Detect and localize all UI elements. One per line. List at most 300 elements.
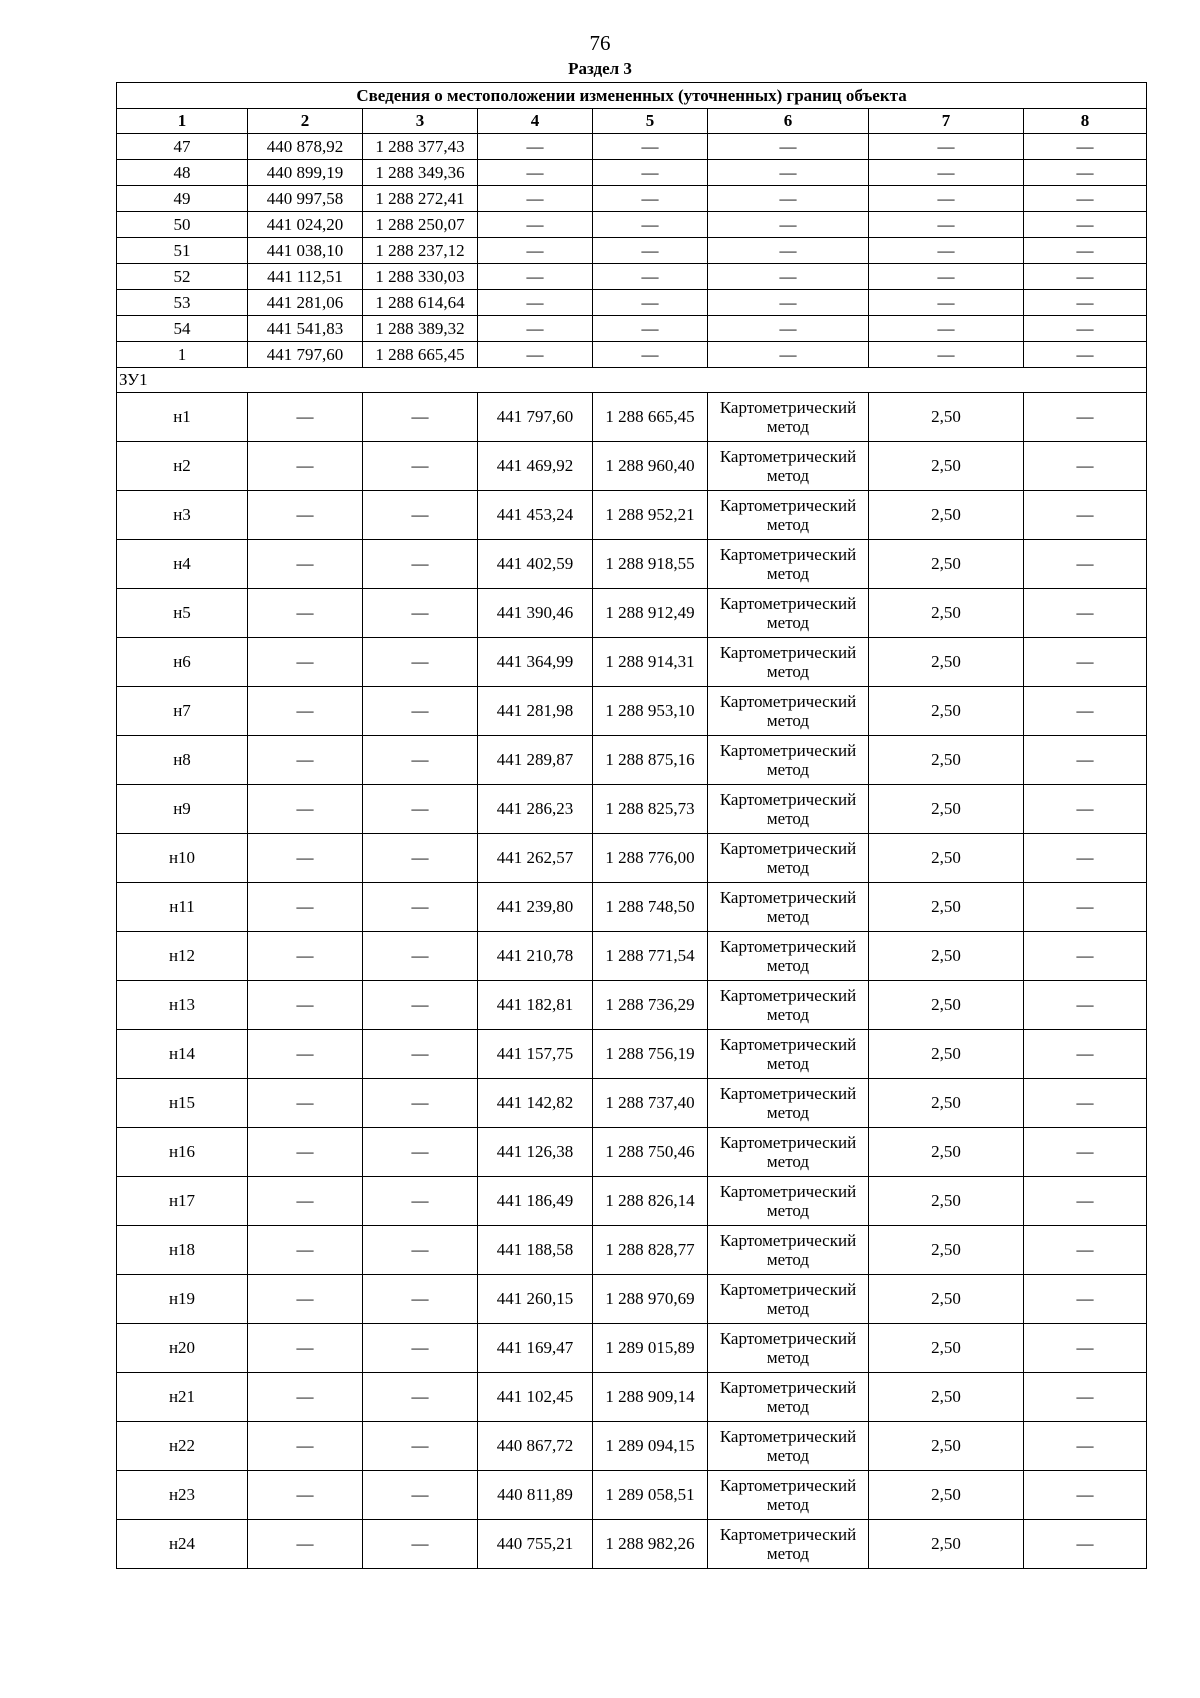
x-new-cell: 441 260,15 [478, 1275, 593, 1324]
point-number-cell: 50 [117, 212, 248, 238]
table-row [117, 1079, 1147, 1128]
y-old-cell: 1 288 389,32 [363, 316, 478, 342]
table-row [117, 442, 1147, 491]
x-new-cell: 441 390,46 [478, 589, 593, 638]
x-new-cell: — [478, 160, 593, 186]
accuracy-cell: 2,50 [869, 442, 1024, 491]
y-old-cell: — [363, 1422, 478, 1471]
point-number-cell: н16 [117, 1128, 248, 1177]
accuracy-cell: 2,50 [869, 1471, 1024, 1520]
x-old-cell: 440 997,58 [248, 186, 363, 212]
y-new-cell: 1 288 970,69 [593, 1275, 708, 1324]
y-new-cell: 1 288 914,31 [593, 638, 708, 687]
x-new-cell: 441 142,82 [478, 1079, 593, 1128]
note-cell: — [1024, 316, 1147, 342]
accuracy-cell: 2,50 [869, 638, 1024, 687]
y-old-cell: — [363, 883, 478, 932]
x-new-cell: — [478, 264, 593, 290]
page-number: 76 [589, 31, 611, 55]
y-old-cell: — [363, 1226, 478, 1275]
note-cell: — [1024, 393, 1147, 442]
y-old-cell: — [363, 932, 478, 981]
y-new-cell: 1 288 826,14 [593, 1177, 708, 1226]
accuracy-cell: — [869, 238, 1024, 264]
method-cell: Картометрический метод [708, 1471, 869, 1520]
y-old-cell: 1 288 665,45 [363, 342, 478, 368]
x-new-cell: 441 453,24 [478, 491, 593, 540]
x-old-cell: — [248, 1226, 363, 1275]
x-old-cell: — [248, 736, 363, 785]
point-number-cell: 51 [117, 238, 248, 264]
y-new-cell: 1 289 094,15 [593, 1422, 708, 1471]
accuracy-cell: 2,50 [869, 736, 1024, 785]
x-new-cell: — [478, 290, 593, 316]
y-new-cell: — [593, 342, 708, 368]
point-number-cell: н14 [117, 1030, 248, 1079]
point-number-cell: 49 [117, 186, 248, 212]
x-old-cell: 441 541,83 [248, 316, 363, 342]
note-cell: — [1024, 160, 1147, 186]
method-cell: Картометрический метод [708, 834, 869, 883]
accuracy-cell: 2,50 [869, 540, 1024, 589]
point-number-cell: н23 [117, 1471, 248, 1520]
point-number-cell: 47 [117, 134, 248, 160]
table-row [117, 212, 1147, 238]
note-cell: — [1024, 1030, 1147, 1079]
point-number-cell: н17 [117, 1177, 248, 1226]
y-old-cell: 1 288 272,41 [363, 186, 478, 212]
method-cell: Картометрический метод [708, 589, 869, 638]
x-old-cell: — [248, 1520, 363, 1569]
column-number: 5 [593, 109, 708, 134]
accuracy-cell: 2,50 [869, 834, 1024, 883]
accuracy-cell: — [869, 264, 1024, 290]
table-row [117, 491, 1147, 540]
note-cell: — [1024, 134, 1147, 160]
x-old-cell: — [248, 1324, 363, 1373]
y-new-cell: 1 288 771,54 [593, 932, 708, 981]
method-cell: Картометрический метод [708, 540, 869, 589]
method-cell: Картометрический метод [708, 393, 869, 442]
method-cell: Картометрический метод [708, 785, 869, 834]
y-old-cell: — [363, 736, 478, 785]
point-number-cell: н5 [117, 589, 248, 638]
accuracy-cell: 2,50 [869, 883, 1024, 932]
x-old-cell: 441 112,51 [248, 264, 363, 290]
x-old-cell: — [248, 589, 363, 638]
method-cell: Картометрический метод [708, 1520, 869, 1569]
table-row [117, 981, 1147, 1030]
x-old-cell: — [248, 540, 363, 589]
table-row [117, 290, 1147, 316]
y-new-cell: 1 288 953,10 [593, 687, 708, 736]
accuracy-cell: — [869, 160, 1024, 186]
note-cell: — [1024, 1275, 1147, 1324]
accuracy-cell: — [869, 342, 1024, 368]
method-cell: Картометрический метод [708, 1177, 869, 1226]
x-old-cell: — [248, 1177, 363, 1226]
table-row [117, 238, 1147, 264]
method-cell: Картометрический метод [708, 1373, 869, 1422]
x-old-cell: — [248, 1471, 363, 1520]
x-old-cell: — [248, 1275, 363, 1324]
table-row [117, 160, 1147, 186]
point-number-cell: н2 [117, 442, 248, 491]
accuracy-cell: 2,50 [869, 1079, 1024, 1128]
method-cell: — [708, 186, 869, 212]
table-row [117, 186, 1147, 212]
method-cell: — [708, 238, 869, 264]
table-row [117, 1128, 1147, 1177]
method-cell: Картометрический метод [708, 981, 869, 1030]
method-cell: Картометрический метод [708, 932, 869, 981]
point-number-cell: 1 [117, 342, 248, 368]
note-cell: — [1024, 589, 1147, 638]
table-caption-row [117, 83, 1147, 109]
accuracy-cell: 2,50 [869, 1128, 1024, 1177]
column-number: 2 [248, 109, 363, 134]
note-cell: — [1024, 1128, 1147, 1177]
x-old-cell: 440 878,92 [248, 134, 363, 160]
table-row [117, 1324, 1147, 1373]
x-new-cell: — [478, 212, 593, 238]
x-old-cell: — [248, 491, 363, 540]
x-new-cell: — [478, 186, 593, 212]
y-new-cell: 1 288 750,46 [593, 1128, 708, 1177]
column-number: 1 [117, 109, 248, 134]
x-old-cell: 440 899,19 [248, 160, 363, 186]
x-old-cell: — [248, 1030, 363, 1079]
group-label: ЗУ1 [117, 368, 1147, 393]
table-row [117, 540, 1147, 589]
x-old-cell: — [248, 1128, 363, 1177]
point-number-cell: н4 [117, 540, 248, 589]
table-row [117, 1177, 1147, 1226]
y-new-cell: 1 288 912,49 [593, 589, 708, 638]
x-new-cell: 441 126,38 [478, 1128, 593, 1177]
table-row [117, 134, 1147, 160]
accuracy-cell: 2,50 [869, 1324, 1024, 1373]
column-number: 4 [478, 109, 593, 134]
point-number-cell: н7 [117, 687, 248, 736]
note-cell: — [1024, 540, 1147, 589]
table-row [117, 589, 1147, 638]
table-row [117, 687, 1147, 736]
method-cell: Картометрический метод [708, 442, 869, 491]
y-old-cell: 1 288 377,43 [363, 134, 478, 160]
x-new-cell: 441 364,99 [478, 638, 593, 687]
note-cell: — [1024, 1177, 1147, 1226]
y-old-cell: — [363, 442, 478, 491]
table-row [117, 1373, 1147, 1422]
method-cell: — [708, 316, 869, 342]
accuracy-cell: 2,50 [869, 687, 1024, 736]
x-new-cell: 440 755,21 [478, 1520, 593, 1569]
y-new-cell: — [593, 186, 708, 212]
accuracy-cell: 2,50 [869, 785, 1024, 834]
note-cell: — [1024, 785, 1147, 834]
accuracy-cell: 2,50 [869, 393, 1024, 442]
point-number-cell: н10 [117, 834, 248, 883]
method-cell: Картометрический метод [708, 491, 869, 540]
y-new-cell: 1 288 748,50 [593, 883, 708, 932]
y-new-cell: — [593, 290, 708, 316]
table-row [117, 1275, 1147, 1324]
x-new-cell: — [478, 342, 593, 368]
x-old-cell: — [248, 1422, 363, 1471]
method-cell: — [708, 290, 869, 316]
method-cell: — [708, 264, 869, 290]
point-number-cell: н8 [117, 736, 248, 785]
y-new-cell: 1 288 756,19 [593, 1030, 708, 1079]
x-new-cell: 441 281,98 [478, 687, 593, 736]
point-number-cell: 54 [117, 316, 248, 342]
boundary-coordinates-table [116, 82, 1147, 1569]
point-number-cell: н24 [117, 1520, 248, 1569]
method-cell: Картометрический метод [708, 736, 869, 785]
note-cell: — [1024, 290, 1147, 316]
note-cell: — [1024, 981, 1147, 1030]
note-cell: — [1024, 491, 1147, 540]
y-new-cell: — [593, 264, 708, 290]
x-new-cell: 441 797,60 [478, 393, 593, 442]
point-number-cell: н18 [117, 1226, 248, 1275]
y-new-cell: 1 288 776,00 [593, 834, 708, 883]
point-number-cell: н19 [117, 1275, 248, 1324]
x-new-cell: 441 262,57 [478, 834, 593, 883]
y-old-cell: — [363, 589, 478, 638]
y-new-cell: — [593, 160, 708, 186]
table-row [117, 342, 1147, 368]
x-old-cell: — [248, 442, 363, 491]
note-cell: — [1024, 638, 1147, 687]
method-cell: Картометрический метод [708, 1422, 869, 1471]
table-row [117, 316, 1147, 342]
accuracy-cell: 2,50 [869, 1373, 1024, 1422]
x-old-cell: 441 797,60 [248, 342, 363, 368]
note-cell: — [1024, 1373, 1147, 1422]
x-new-cell: 441 210,78 [478, 932, 593, 981]
note-cell: — [1024, 932, 1147, 981]
note-cell: — [1024, 834, 1147, 883]
y-old-cell: 1 288 237,12 [363, 238, 478, 264]
table-row [117, 1030, 1147, 1079]
note-cell: — [1024, 1471, 1147, 1520]
x-old-cell: — [248, 981, 363, 1030]
method-cell: Картометрический метод [708, 1079, 869, 1128]
y-old-cell: 1 288 330,03 [363, 264, 478, 290]
accuracy-cell: — [869, 290, 1024, 316]
y-old-cell: 1 288 614,64 [363, 290, 478, 316]
table-row [117, 785, 1147, 834]
table-row [117, 834, 1147, 883]
accuracy-cell: 2,50 [869, 1275, 1024, 1324]
note-cell: — [1024, 1226, 1147, 1275]
method-cell: — [708, 160, 869, 186]
note-cell: — [1024, 736, 1147, 785]
x-old-cell: 441 281,06 [248, 290, 363, 316]
x-new-cell: 441 182,81 [478, 981, 593, 1030]
y-old-cell: — [363, 1471, 478, 1520]
y-old-cell: — [363, 1520, 478, 1569]
table-row [117, 1520, 1147, 1569]
table-row [117, 1226, 1147, 1275]
y-old-cell: — [363, 491, 478, 540]
x-old-cell: — [248, 638, 363, 687]
y-old-cell: — [363, 1128, 478, 1177]
note-cell: — [1024, 1422, 1147, 1471]
method-cell: Картометрический метод [708, 687, 869, 736]
method-cell: — [708, 342, 869, 368]
y-new-cell: 1 288 665,45 [593, 393, 708, 442]
column-number: 8 [1024, 109, 1147, 134]
table-row [117, 393, 1147, 442]
point-number-cell: н1 [117, 393, 248, 442]
method-cell: Картометрический метод [708, 638, 869, 687]
x-new-cell: 440 811,89 [478, 1471, 593, 1520]
point-number-cell: 53 [117, 290, 248, 316]
y-new-cell: 1 288 952,21 [593, 491, 708, 540]
y-old-cell: — [363, 1373, 478, 1422]
note-cell: — [1024, 186, 1147, 212]
table-row [117, 932, 1147, 981]
point-number-cell: 52 [117, 264, 248, 290]
x-new-cell: — [478, 238, 593, 264]
method-cell: Картометрический метод [708, 883, 869, 932]
y-new-cell: 1 288 875,16 [593, 736, 708, 785]
column-number: 6 [708, 109, 869, 134]
x-old-cell: — [248, 883, 363, 932]
note-cell: — [1024, 1520, 1147, 1569]
x-new-cell: — [478, 134, 593, 160]
note-cell: — [1024, 442, 1147, 491]
accuracy-cell: — [869, 212, 1024, 238]
note-cell: — [1024, 238, 1147, 264]
method-cell: Картометрический метод [708, 1275, 869, 1324]
note-cell: — [1024, 687, 1147, 736]
y-new-cell: — [593, 134, 708, 160]
y-old-cell: 1 288 250,07 [363, 212, 478, 238]
x-old-cell: — [248, 393, 363, 442]
x-new-cell: 441 102,45 [478, 1373, 593, 1422]
y-old-cell: — [363, 1079, 478, 1128]
y-new-cell: 1 288 825,73 [593, 785, 708, 834]
x-new-cell: 440 867,72 [478, 1422, 593, 1471]
y-new-cell: — [593, 316, 708, 342]
y-old-cell: — [363, 638, 478, 687]
point-number-cell: н20 [117, 1324, 248, 1373]
method-cell: — [708, 134, 869, 160]
y-new-cell: 1 288 737,40 [593, 1079, 708, 1128]
y-old-cell: — [363, 1030, 478, 1079]
table-row [117, 264, 1147, 290]
note-cell: — [1024, 264, 1147, 290]
table-row [117, 736, 1147, 785]
y-old-cell: — [363, 687, 478, 736]
point-number-cell: 48 [117, 160, 248, 186]
y-old-cell: — [363, 1324, 478, 1373]
x-new-cell: 441 169,47 [478, 1324, 593, 1373]
x-old-cell: 441 024,20 [248, 212, 363, 238]
x-new-cell: 441 157,75 [478, 1030, 593, 1079]
y-new-cell: — [593, 238, 708, 264]
point-number-cell: н9 [117, 785, 248, 834]
x-new-cell: 441 239,80 [478, 883, 593, 932]
x-new-cell: 441 289,87 [478, 736, 593, 785]
note-cell: — [1024, 342, 1147, 368]
x-new-cell: 441 186,49 [478, 1177, 593, 1226]
accuracy-cell: 2,50 [869, 589, 1024, 638]
y-new-cell: 1 288 828,77 [593, 1226, 708, 1275]
y-old-cell: — [363, 785, 478, 834]
x-old-cell: — [248, 1079, 363, 1128]
x-new-cell: — [478, 316, 593, 342]
y-new-cell: 1 288 960,40 [593, 442, 708, 491]
accuracy-cell: 2,50 [869, 981, 1024, 1030]
y-new-cell: 1 288 736,29 [593, 981, 708, 1030]
table-row [117, 1471, 1147, 1520]
note-cell: — [1024, 212, 1147, 238]
y-old-cell: — [363, 393, 478, 442]
accuracy-cell: 2,50 [869, 1226, 1024, 1275]
accuracy-cell: 2,50 [869, 932, 1024, 981]
accuracy-cell: — [869, 186, 1024, 212]
point-number-cell: н3 [117, 491, 248, 540]
y-old-cell: — [363, 1275, 478, 1324]
y-old-cell: — [363, 981, 478, 1030]
x-new-cell: 441 188,58 [478, 1226, 593, 1275]
method-cell: Картометрический метод [708, 1128, 869, 1177]
accuracy-cell: 2,50 [869, 1422, 1024, 1471]
method-cell: Картометрический метод [708, 1324, 869, 1373]
accuracy-cell: 2,50 [869, 1030, 1024, 1079]
column-number: 7 [869, 109, 1024, 134]
point-number-cell: н21 [117, 1373, 248, 1422]
note-cell: — [1024, 1079, 1147, 1128]
table-row [117, 638, 1147, 687]
point-number-cell: н11 [117, 883, 248, 932]
accuracy-cell: 2,50 [869, 1520, 1024, 1569]
note-cell: — [1024, 1324, 1147, 1373]
point-number-cell: н6 [117, 638, 248, 687]
y-new-cell: — [593, 212, 708, 238]
y-new-cell: 1 289 015,89 [593, 1324, 708, 1373]
table-title: Сведения о местоположении измененных (уточненных) границ объекта [117, 83, 1147, 109]
y-new-cell: 1 288 982,26 [593, 1520, 708, 1569]
x-new-cell: 441 469,92 [478, 442, 593, 491]
y-new-cell: 1 288 909,14 [593, 1373, 708, 1422]
x-new-cell: 441 402,59 [478, 540, 593, 589]
y-old-cell: — [363, 540, 478, 589]
x-old-cell: — [248, 834, 363, 883]
x-old-cell: — [248, 785, 363, 834]
y-new-cell: 1 288 918,55 [593, 540, 708, 589]
note-cell: — [1024, 883, 1147, 932]
column-number-row [117, 109, 1147, 134]
method-cell: Картометрический метод [708, 1030, 869, 1079]
x-old-cell: 441 038,10 [248, 238, 363, 264]
accuracy-cell: — [869, 134, 1024, 160]
group-row [117, 368, 1147, 393]
method-cell: Картометрический метод [708, 1226, 869, 1275]
x-new-cell: 441 286,23 [478, 785, 593, 834]
accuracy-cell: — [869, 316, 1024, 342]
y-old-cell: 1 288 349,36 [363, 160, 478, 186]
point-number-cell: н13 [117, 981, 248, 1030]
x-old-cell: — [248, 932, 363, 981]
section-title: Раздел 3 [568, 59, 632, 78]
x-old-cell: — [248, 687, 363, 736]
